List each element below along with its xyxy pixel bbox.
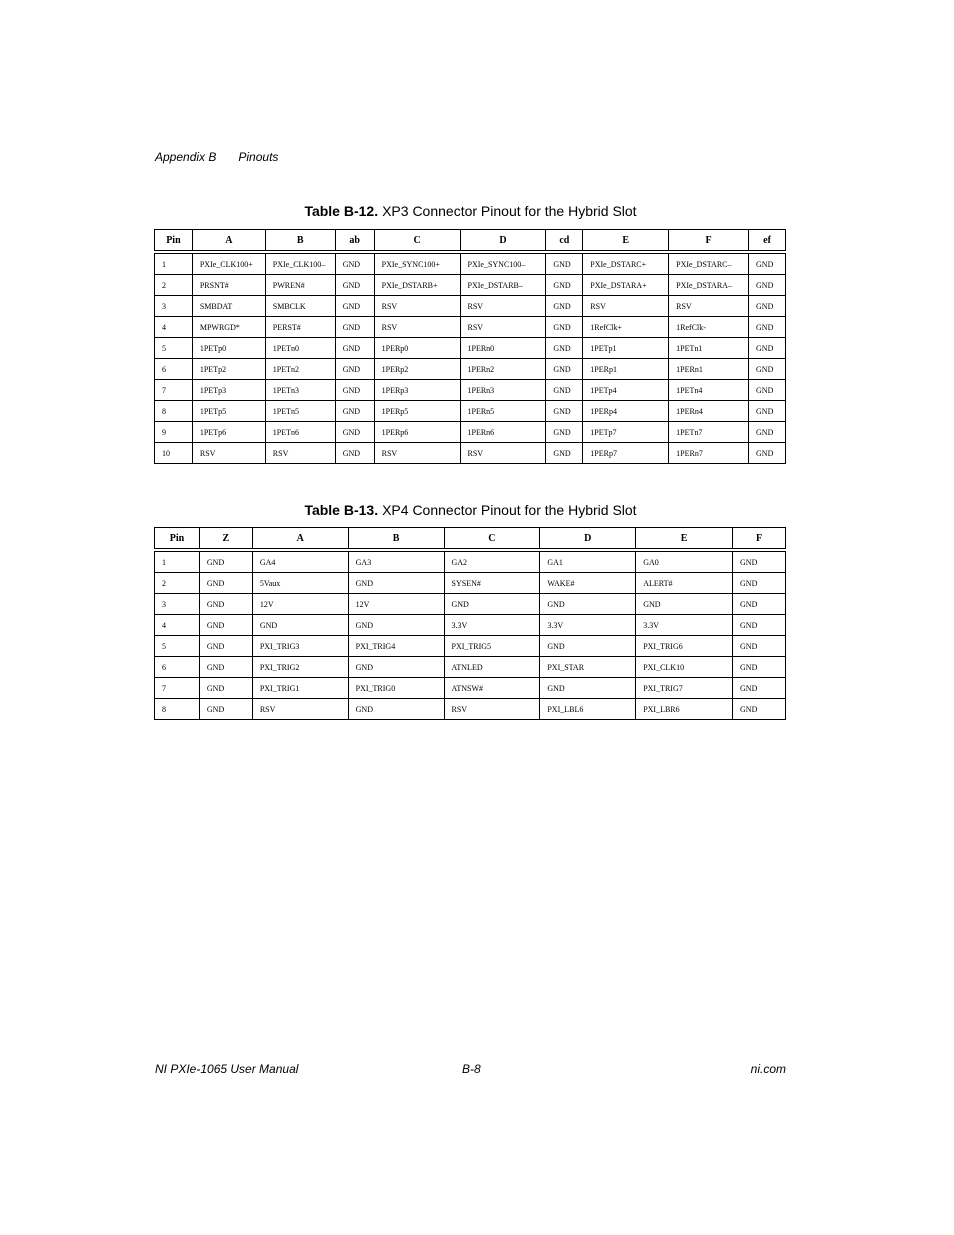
table-cell: RSV (374, 443, 460, 464)
table-cell: 4 (155, 317, 193, 338)
table-cell: 1PERp0 (374, 338, 460, 359)
table-cell: GND (335, 296, 374, 317)
table-cell: 1PERp6 (374, 422, 460, 443)
table-cell: 1PERn5 (460, 401, 546, 422)
column-header: E (583, 230, 669, 253)
xp4-pinout-table (154, 527, 786, 720)
table-cell: GND (348, 699, 444, 720)
table-cell: GND (335, 443, 374, 464)
table-cell: 3.3V (444, 615, 540, 636)
table-cell: GND (749, 338, 786, 359)
table-cell: MPWRGD* (192, 317, 265, 338)
table-cell: 1RefClk+ (583, 317, 669, 338)
footer-website: ni.com (750, 1062, 786, 1076)
table-row (155, 615, 786, 636)
table-cell: 1PERn0 (460, 338, 546, 359)
table-cell: WAKE# (540, 573, 636, 594)
column-header: F (733, 528, 786, 551)
column-header: A (252, 528, 348, 551)
column-header: D (460, 230, 546, 253)
table-cell: PXI_LBR6 (636, 699, 733, 720)
table-cell: RSV (460, 296, 546, 317)
column-header: D (540, 528, 636, 551)
header-row (155, 230, 786, 253)
table-cell: GND (199, 573, 252, 594)
table-cell: GND (733, 657, 786, 678)
table-cell: GND (733, 594, 786, 615)
table-title: XP4 Connector Pinout for the Hybrid Slot (382, 502, 637, 518)
table-cell: 2 (155, 275, 193, 296)
table-cell: 5Vaux (252, 573, 348, 594)
table-cell: 7 (155, 678, 200, 699)
table-cell: 1PERn4 (669, 401, 749, 422)
table-row (155, 657, 786, 678)
table-cell: SMBDAT (192, 296, 265, 317)
table-cell: GND (546, 422, 583, 443)
table-cell: GND (733, 699, 786, 720)
column-header: B (265, 230, 335, 253)
table-cell: GND (546, 317, 583, 338)
table-cell: PERST# (265, 317, 335, 338)
column-header: C (444, 528, 540, 551)
table-row (155, 275, 786, 296)
table-cell: ATNSW# (444, 678, 540, 699)
table-cell: RSV (374, 296, 460, 317)
table-row (155, 550, 786, 573)
table-cell: GND (540, 594, 636, 615)
table-cell: 1PETp0 (192, 338, 265, 359)
table-cell: GA4 (252, 550, 348, 573)
column-header: F (669, 230, 749, 253)
table-cell: GND (348, 573, 444, 594)
table-cell: 12V (252, 594, 348, 615)
table-row (155, 317, 786, 338)
table-cell: GND (348, 615, 444, 636)
table-cell: GND (199, 550, 252, 573)
column-header: Z (199, 528, 252, 551)
table-cell: GND (199, 657, 252, 678)
table-cell: RSV (583, 296, 669, 317)
table-cell: PXIe_DSTARC– (669, 252, 749, 275)
table-cell: RSV (374, 317, 460, 338)
header-row (155, 528, 786, 551)
column-header: A (192, 230, 265, 253)
table-row (155, 573, 786, 594)
table-cell: 1PETp5 (192, 401, 265, 422)
table-cell: 1PERn2 (460, 359, 546, 380)
table-cell: PXIe_SYNC100– (460, 252, 546, 275)
table-cell: GND (733, 678, 786, 699)
column-header: Pin (155, 528, 200, 551)
table-row (155, 699, 786, 720)
table-cell: GND (199, 594, 252, 615)
table-cell: 1PERn6 (460, 422, 546, 443)
table-cell: PXI_TRIG0 (348, 678, 444, 699)
table-cell: 1PETp7 (583, 422, 669, 443)
table-row (155, 636, 786, 657)
table-cell: GND (749, 296, 786, 317)
table-cell: GND (335, 338, 374, 359)
column-header: C (374, 230, 460, 253)
table-cell: 6 (155, 657, 200, 678)
chapter-label: Pinouts (238, 150, 279, 164)
table-cell: GND (733, 550, 786, 573)
table-cell: PXI_TRIG7 (636, 678, 733, 699)
table-row (155, 443, 786, 464)
table-row (155, 380, 786, 401)
table-cell: 8 (155, 699, 200, 720)
table-cell: GND (546, 443, 583, 464)
table-cell: PRSNT# (192, 275, 265, 296)
table-cell: 3.3V (540, 615, 636, 636)
table-cell: GND (199, 615, 252, 636)
table-cell: GND (335, 359, 374, 380)
table-cell: 1PETp1 (583, 338, 669, 359)
table-cell: 8 (155, 401, 193, 422)
table-cell: PXI_TRIG5 (444, 636, 540, 657)
table-cell: 9 (155, 422, 193, 443)
appendix-label: Appendix B (155, 150, 217, 164)
xp3-pinout-table (154, 229, 786, 464)
table-cell: GND (749, 422, 786, 443)
table-cell: GND (749, 359, 786, 380)
footer-manual-title: NI PXIe-1065 User Manual (155, 1062, 299, 1076)
table-cell: 1PETn3 (265, 380, 335, 401)
table-cell: PXI_TRIG1 (252, 678, 348, 699)
table-cell: PXI_TRIG2 (252, 657, 348, 678)
table-cell: RSV (192, 443, 265, 464)
table-cell: 1PETp4 (583, 380, 669, 401)
table-cell: 3 (155, 594, 200, 615)
column-header: E (636, 528, 733, 551)
table-cell: GND (335, 401, 374, 422)
table-cell: GND (749, 443, 786, 464)
footer-page-number: B-8 (462, 1062, 481, 1076)
table-row (155, 338, 786, 359)
table-cell: 1 (155, 550, 200, 573)
table-cell: PWREN# (265, 275, 335, 296)
table-cell: 5 (155, 338, 193, 359)
table-cell: 1PETn0 (265, 338, 335, 359)
table-cell: GND (749, 252, 786, 275)
table-cell: GND (546, 275, 583, 296)
table-cell: 1PERn7 (669, 443, 749, 464)
column-header: Pin (155, 230, 193, 253)
table-cell: GND (335, 317, 374, 338)
table-cell: GND (733, 636, 786, 657)
table-cell: 1PERp7 (583, 443, 669, 464)
running-header (155, 150, 278, 164)
table-cell: 1RefClk- (669, 317, 749, 338)
table-cell: 1PERp3 (374, 380, 460, 401)
table-cell: ATNLED (444, 657, 540, 678)
table-cell: PXIe_DSTARB+ (374, 275, 460, 296)
table-cell: PXIe_DSTARA+ (583, 275, 669, 296)
table-cell: GND (335, 275, 374, 296)
table-cell: PXIe_SYNC100+ (374, 252, 460, 275)
table-cell: PXI_TRIG6 (636, 636, 733, 657)
table-cell: 4 (155, 615, 200, 636)
table-row (155, 422, 786, 443)
table-cell: SMBCLK (265, 296, 335, 317)
table-cell: GND (733, 615, 786, 636)
table-cell: SYSEN# (444, 573, 540, 594)
table-cell: GND (546, 296, 583, 317)
table-cell: 1PETp2 (192, 359, 265, 380)
table-cell: GND (546, 338, 583, 359)
table-cell: GND (546, 380, 583, 401)
table-cell: 3 (155, 296, 193, 317)
table-cell: GND (546, 359, 583, 380)
table-cell: GND (199, 699, 252, 720)
table-cell: 5 (155, 636, 200, 657)
table-cell: ALERT# (636, 573, 733, 594)
table-cell: PXIe_CLK100– (265, 252, 335, 275)
table-cell: RSV (265, 443, 335, 464)
table-cell: 1 (155, 252, 193, 275)
table-cell: GND (335, 380, 374, 401)
table-cell: 1PETn7 (669, 422, 749, 443)
table-b13-caption (155, 502, 786, 518)
table-row (155, 401, 786, 422)
table-number: Table B-13. (304, 502, 379, 518)
table-cell: 6 (155, 359, 193, 380)
table-cell: GND (444, 594, 540, 615)
table-cell: PXI_TRIG3 (252, 636, 348, 657)
table-cell: 1PERp5 (374, 401, 460, 422)
table-cell: GND (749, 317, 786, 338)
column-header: ab (335, 230, 374, 253)
table-cell: 12V (348, 594, 444, 615)
table-cell: 1PETn1 (669, 338, 749, 359)
table-cell: 1PERn3 (460, 380, 546, 401)
table-row (155, 359, 786, 380)
table-cell: GND (749, 401, 786, 422)
table-cell: GA2 (444, 550, 540, 573)
table-cell: PXIe_DSTARB– (460, 275, 546, 296)
table-cell: GND (540, 678, 636, 699)
table-cell: GND (749, 380, 786, 401)
table-cell: PXI_TRIG4 (348, 636, 444, 657)
table-cell: 1PETn5 (265, 401, 335, 422)
table-cell: 1PERp1 (583, 359, 669, 380)
table-cell: GND (252, 615, 348, 636)
table-cell: 1PERp4 (583, 401, 669, 422)
table-cell: RSV (460, 317, 546, 338)
table-cell: 1PETn4 (669, 380, 749, 401)
table-cell: GA0 (636, 550, 733, 573)
table-cell: GND (636, 594, 733, 615)
table-b12-caption (155, 203, 786, 219)
table-cell: 1PERn1 (669, 359, 749, 380)
table-cell: GND (335, 252, 374, 275)
table-number: Table B-12. (304, 203, 379, 219)
column-header: ef (749, 230, 786, 253)
table-cell: RSV (252, 699, 348, 720)
table-cell: 1PETp3 (192, 380, 265, 401)
table-row (155, 594, 786, 615)
table-cell: GND (199, 636, 252, 657)
table-cell: 1PETp6 (192, 422, 265, 443)
table-cell: 7 (155, 380, 193, 401)
table-cell: GND (335, 422, 374, 443)
table-cell: GA1 (540, 550, 636, 573)
table-row (155, 678, 786, 699)
table-cell: RSV (669, 296, 749, 317)
table-cell: 2 (155, 573, 200, 594)
table-cell: RSV (444, 699, 540, 720)
table-row (155, 252, 786, 275)
table-cell: PXIe_CLK100+ (192, 252, 265, 275)
table-row (155, 296, 786, 317)
table-cell: PXIe_DSTARC+ (583, 252, 669, 275)
table-cell: 3.3V (636, 615, 733, 636)
table-title: XP3 Connector Pinout for the Hybrid Slot (382, 203, 637, 219)
table-cell: GND (749, 275, 786, 296)
table-cell: GND (733, 573, 786, 594)
table-cell: RSV (460, 443, 546, 464)
table-cell: 1PERp2 (374, 359, 460, 380)
table-cell: 1PETn2 (265, 359, 335, 380)
table-cell: 1PETn6 (265, 422, 335, 443)
table-cell: PXIe_DSTARA– (669, 275, 749, 296)
table-cell: GA3 (348, 550, 444, 573)
table-cell: PXI_CLK10 (636, 657, 733, 678)
table-cell: GND (199, 678, 252, 699)
table-cell: GND (348, 657, 444, 678)
table-cell: GND (540, 636, 636, 657)
table-cell: GND (546, 252, 583, 275)
table-cell: GND (546, 401, 583, 422)
table-cell: PXI_STAR (540, 657, 636, 678)
table-cell: PXI_LBL6 (540, 699, 636, 720)
column-header: cd (546, 230, 583, 253)
table-cell: 10 (155, 443, 193, 464)
column-header: B (348, 528, 444, 551)
